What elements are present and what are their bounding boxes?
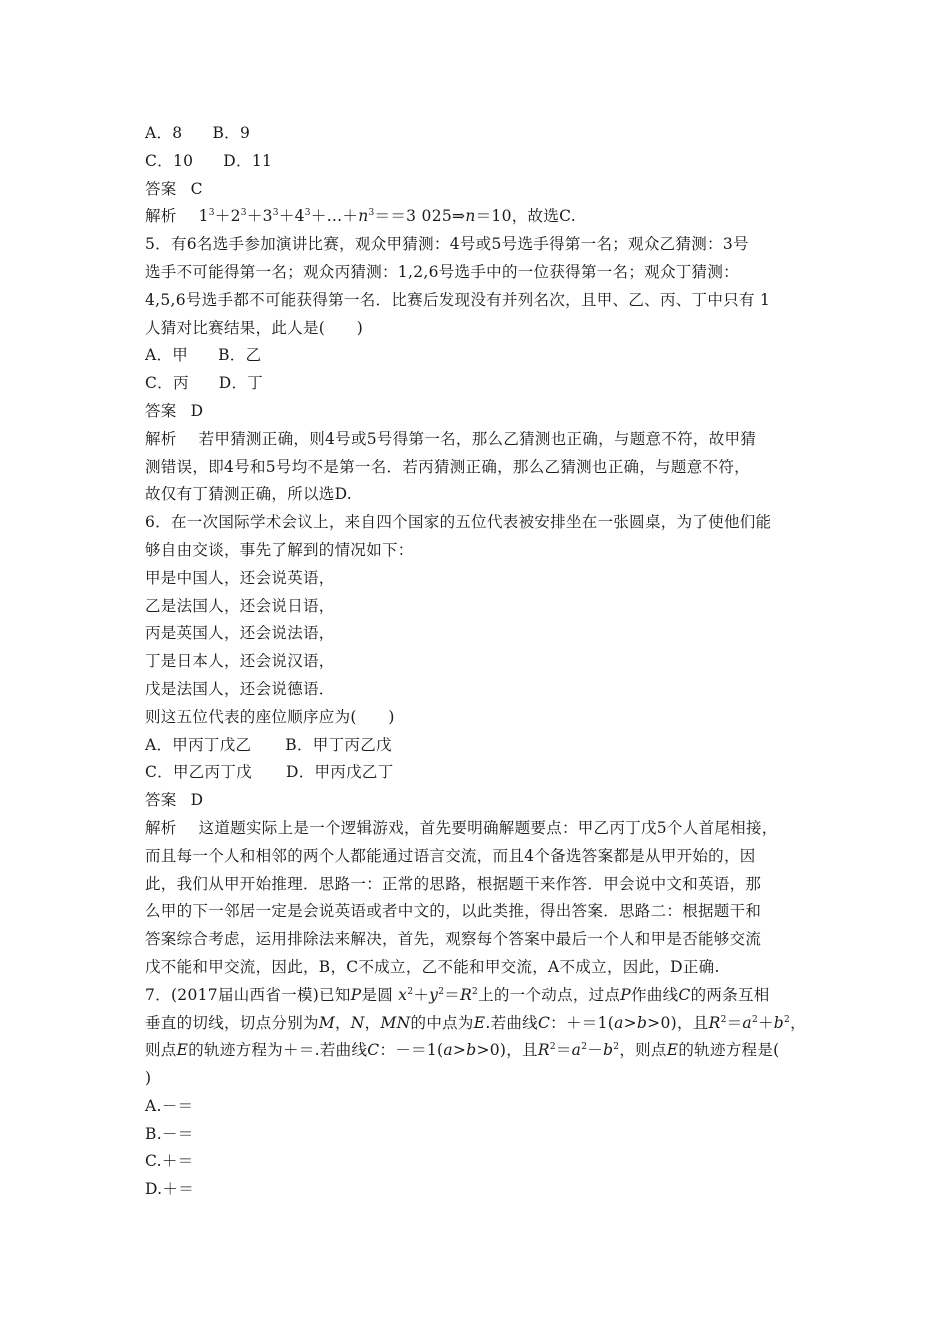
q4-option-a: A．8 (145, 124, 183, 142)
q6-options-ab (145, 732, 835, 760)
analysis-label: 解析 (145, 207, 177, 226)
q6-option-c: C．甲乙丙丁戊 (145, 763, 252, 782)
q6-premise-3: 丙是英国人，还会说法语， (145, 624, 335, 643)
q5-option-b: B．乙 (218, 346, 262, 365)
q5-option-c: C．丙 (145, 374, 189, 393)
q7-option-a: A.－＝ (145, 1096, 194, 1115)
q5-options-ab (145, 342, 835, 370)
q6-premise-1: 甲是中国人，还会说英语， (145, 568, 335, 587)
q7-stem-line-1: 7．(2017届山西省一模)已知P是圆 $x^2+y^2=R^2$上的一个动点，过点P作曲线C的两条互相 (145, 985, 770, 1004)
answer-label: 答案 (145, 791, 177, 810)
q6-analysis-line-4: 么甲的下一邻居一定是会说英语或者中文的，以此类推，得出答案．思路二：根据题干和 (145, 902, 762, 921)
q6-option-a: A．甲丙丁戊乙 (145, 735, 252, 754)
q5-options-cd (145, 370, 835, 398)
q5-analysis-line-2: 测错误，即4号和5号均不是第一名．若丙猜测正确，那么乙猜测也正确，与题意不符， (145, 457, 750, 476)
q6-analysis-line-3: 此，我们从甲开始推理．思路一：正常的思路，根据题干来作答．甲会说中文和英语，那 (145, 874, 762, 893)
q6-premise-4: 丁是日本人，还会说汉语， (145, 652, 335, 671)
q5-analysis-line-3: 故仅有丁猜测正确，所以选D. (145, 485, 353, 504)
q6-analysis-line-5: 答案综合考虑，运用排除法来解决，首先，观察每个答案中最后一个人和甲是否能够交流 (145, 930, 762, 949)
q6-analysis-line-2: 而且每一个人和相邻的两个人都能通过语言交流，而且4个备选答案都是从甲开始的，因 (145, 846, 756, 865)
q5-answer (145, 398, 835, 426)
q4-answer (145, 176, 835, 204)
q4-options-cd (145, 148, 835, 176)
q6-option-d: D．甲丙戊乙丁 (285, 763, 394, 782)
analysis-label: 解析 (145, 429, 177, 448)
q5-stem-line-3: 4,5,6号选手都不可能获得第一名．比赛后发现没有并列名次，且甲、乙、丙、丁中只有 1 (145, 290, 771, 309)
q5-analysis-line-1: 解析 若甲猜测正确，则4号或5号得第一名，那么乙猜测也正确，与题意不符，故甲猜 (145, 429, 757, 448)
q7-stem-line-4: ) (145, 1069, 152, 1088)
q5-option-a: A．甲 (145, 346, 189, 365)
q6-premise-2: 乙是法国人，还会说日语， (145, 596, 335, 615)
q4-option-b: B．9 (212, 124, 251, 142)
answer-value: C (190, 179, 203, 198)
analysis-label: 解析 (145, 818, 177, 837)
q7-option-b: B.－＝ (145, 1124, 194, 1143)
q6-stem-line-2: 够自由交谈，事先了解到的情况如下： (145, 540, 414, 559)
q6-analysis-line-6: 戊不能和甲交流，因此，B，C不成立，乙不能和甲交流，A不成立，因此，D正确. (145, 957, 720, 976)
q4-option-c: C．10 (145, 151, 194, 170)
document-page (145, 120, 835, 1204)
q7-option-c: C.＋＝ (145, 1152, 194, 1171)
q6-question: 则这五位代表的座位顺序应为( ) (145, 707, 395, 726)
q5-option-d: D．丁 (218, 374, 264, 393)
q7-stem-line-2: 垂直的切线，切点分别为M，N，MN的中点为E.若曲线C：＋＝1(a>b>0)，且$R^2=a^2+b^2$， (145, 1013, 806, 1032)
answer-value: D (190, 401, 204, 420)
q6-options-cd (145, 759, 835, 787)
q4-options-ab (145, 120, 835, 148)
q7-option-d: D.＋＝ (145, 1180, 195, 1199)
answer-value: D (190, 791, 204, 810)
answer-label: 答案 (145, 179, 177, 198)
q6-stem-line-1: 6．在一次国际学术会议上，来自四个国家的五位代表被安排坐在一张圆桌，为了使他们能 (145, 513, 772, 532)
q5-stem-line-2: 选手不可能得第一名；观众丙猜测：1,2,6号选手中的一位获得第一名；观众丁猜测： (145, 262, 739, 281)
q6-answer (145, 787, 835, 815)
q6-premise-5: 戊是法国人，还会说德语． (145, 679, 335, 698)
q6-option-b: B．甲丁丙乙戊 (285, 735, 392, 754)
q5-stem-line-4: 人猜对比赛结果，此人是( ) (145, 318, 364, 337)
q4-option-d: D．11 (223, 151, 273, 170)
q7-stem-line-3: 则点E的轨迹方程为＋＝.若曲线C：－＝1(a>b>0)，且$R^2=a^2-b^2$，则点E的轨迹方程是( (145, 1041, 780, 1060)
answer-label: 答案 (145, 401, 177, 420)
q4-analysis: 解析 $1^3+2^3+3^3+4^3+\dots+n^3==3$ 025⇒n＝10，故选C. (145, 207, 576, 226)
q5-stem-line-1: 5．有6名选手参加演讲比赛，观众甲猜测：4号或5号选手得第一名；观众乙猜测：3号 (145, 235, 749, 254)
q6-analysis-line-1: 解析 这道题实际上是一个逻辑游戏，首先要明确解题要点：甲乙丙丁戊5个人首尾相接， (145, 818, 778, 837)
